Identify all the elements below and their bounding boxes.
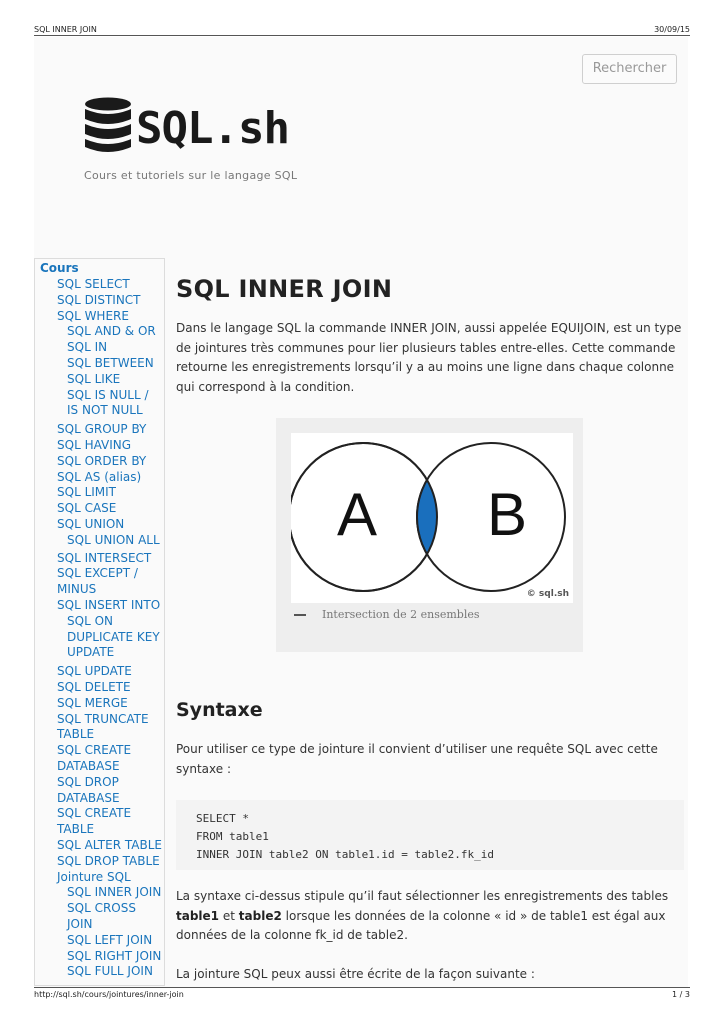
sidebar-item[interactable]	[67, 964, 153, 980]
sidebar-item[interactable]	[57, 775, 120, 807]
venn-diagram	[291, 433, 573, 603]
sidebar-item-label: SQL DELETE	[57, 680, 131, 694]
keyword-table1: table1	[176, 908, 220, 923]
sidebar-item-label: SQL GROUP BY	[57, 422, 147, 437]
sidebar-item[interactable]	[67, 340, 107, 356]
sidebar-item[interactable]	[67, 356, 154, 372]
sidebar-item[interactable]	[67, 949, 161, 965]
sidebar-nav	[34, 258, 165, 986]
sidebar-item[interactable]	[57, 598, 160, 614]
print-header	[34, 24, 690, 36]
sidebar-item[interactable]	[57, 696, 128, 712]
sidebar-item-label: SQL ON	[67, 613, 113, 628]
sidebar-item[interactable]	[57, 454, 146, 470]
sidebar-item-label: SQL AND & OR	[67, 324, 156, 339]
keyword-table2: table2	[238, 908, 282, 923]
sidebar-item[interactable]	[57, 870, 131, 886]
sidebar-item-label: SQL TRUNCATE	[57, 711, 149, 726]
sidebar-item-label: SQL BETWEEN	[67, 356, 154, 370]
sidebar-item-label: SQL HAVING	[57, 438, 132, 452]
sidebar-item[interactable]	[57, 422, 146, 438]
sidebar-item[interactable]	[57, 470, 141, 486]
sidebar-item[interactable]	[57, 566, 138, 598]
sidebar-item[interactable]	[67, 372, 120, 388]
sidebar-item[interactable]	[57, 712, 149, 744]
intro-line: retourne les enregistrements lorsqu’il y a au moins une ligne dans chaque colonne	[176, 360, 675, 374]
sidebar-item[interactable]	[67, 533, 160, 549]
sidebar-title[interactable]: Cours	[40, 261, 79, 275]
explain-word: et	[222, 908, 235, 923]
explanation-paragraph	[176, 887, 684, 946]
sidebar-item-label: SQL MERGE	[57, 695, 128, 710]
sidebar-item-label: DATABASE	[57, 790, 120, 805]
sidebar-item-label: SQL RIGHT JOIN	[67, 948, 162, 963]
database-icon	[84, 97, 132, 155]
sidebar-item-label: TABLE	[57, 822, 95, 837]
sidebar-item-label: SQL ORDER BY	[57, 453, 147, 468]
sidebar-item[interactable]	[67, 933, 152, 949]
set-b-label: B	[486, 481, 528, 548]
explain-line	[176, 907, 684, 927]
sidebar-item[interactable]	[57, 743, 131, 775]
sidebar-item-label: SQL IN	[67, 340, 108, 355]
sidebar-item[interactable]	[57, 517, 124, 533]
intro-line: de jointures très communes pour lier plusieurs tables entre-elles. Cette commande	[176, 340, 676, 355]
sidebar-item-label: SQL CREATE	[57, 743, 132, 758]
syntax-intro	[176, 740, 684, 779]
explain-text: lorsque les données de la colonne « id » de table1 est égal aux	[285, 908, 666, 923]
code-line: FROM table1	[196, 830, 269, 843]
sidebar-item-label: SQL WHERE	[57, 308, 129, 323]
sidebar-item-label: SQL SELECT	[57, 277, 130, 291]
sidebar-item-label: JOIN	[67, 916, 93, 931]
intro-line: qui correspond à la condition.	[176, 379, 355, 394]
search-button[interactable]: Rechercher	[582, 54, 677, 84]
sidebar-item-label: UPDATE	[67, 645, 115, 660]
sidebar-item-label: SQL CREATE	[57, 806, 132, 821]
sidebar-item-label: SQL FULL JOIN	[67, 964, 153, 979]
sidebar-item-label: IS NOT NULL	[67, 403, 143, 418]
sidebar-item[interactable]	[67, 901, 136, 933]
site-tagline: Cours et tutoriels sur le langage SQL	[84, 169, 298, 182]
print-url: http://sql.sh/cours/jointures/inner-join	[34, 990, 184, 999]
sidebar-item-label: SQL DROP TABLE	[57, 853, 160, 868]
print-page-number: 1 / 3	[672, 990, 690, 999]
sidebar-item[interactable]	[67, 885, 161, 901]
sidebar-item[interactable]	[57, 838, 162, 854]
sidebar-item[interactable]	[57, 680, 131, 696]
code-line: SELECT *	[196, 812, 249, 825]
code-block	[176, 800, 684, 870]
figure-caption: Intersection de 2 ensembles	[322, 608, 480, 621]
explain-line: La syntaxe ci-dessus stipule qu’il faut sélectionner les enregistrements des tables	[176, 889, 669, 903]
venn-figure	[276, 418, 583, 652]
sidebar-item-label: SQL UPDATE	[57, 664, 132, 679]
article-title: SQL INNER JOIN	[176, 275, 393, 303]
print-date: 30/09/15	[654, 25, 690, 34]
sidebar-item[interactable]	[57, 293, 141, 309]
sidebar-item-label: MINUS	[57, 582, 97, 597]
image-watermark: © sql.sh	[526, 589, 569, 599]
sidebar-item[interactable]	[57, 277, 130, 293]
sidebar-item-label: SQL LIKE	[67, 371, 121, 386]
sidebar-item-label: SQL ALTER TABLE	[57, 838, 162, 852]
sidebar-item-label: SQL AS (alias)	[57, 469, 142, 484]
sidebar-item[interactable]	[57, 806, 131, 838]
print-footer	[34, 987, 690, 1001]
caption-dash	[294, 614, 306, 616]
print-page-title: SQL INNER JOIN	[34, 25, 97, 34]
sidebar-item[interactable]	[57, 485, 116, 501]
sidebar-item[interactable]	[57, 501, 116, 517]
syntax-intro-line: syntaxe :	[176, 761, 231, 776]
sidebar-item-label: TABLE	[57, 727, 95, 742]
intro-paragraph	[176, 319, 684, 397]
alt-syntax-paragraph: La jointure SQL peux aussi être écrite de la façon suivante :	[176, 967, 535, 981]
syntax-intro-line: Pour utiliser ce type de jointure il convient d’utiliser une requête SQL avec cette	[176, 742, 658, 756]
sidebar-item[interactable]	[57, 438, 131, 454]
sidebar-item-label: SQL UNION	[57, 517, 125, 531]
section-heading-syntax: Syntaxe	[176, 699, 263, 721]
sidebar-item-label: SQL INNER JOIN	[67, 885, 162, 900]
sidebar-item-label: SQL DROP	[57, 774, 119, 789]
sidebar-item-label: SQL INSERT INTO	[57, 598, 161, 612]
code-line: INNER JOIN table2 ON table1.id = table2.fk_id	[196, 848, 495, 861]
sidebar-item[interactable]	[57, 854, 160, 870]
venn-svg	[291, 433, 573, 603]
sidebar-item[interactable]	[67, 388, 149, 420]
sidebar-item-label: DATABASE	[57, 758, 120, 773]
sidebar-item-label: SQL LIMIT	[57, 485, 117, 500]
sidebar-item[interactable]	[57, 309, 129, 325]
sidebar-item-label: SQL INTERSECT	[57, 550, 152, 565]
sidebar-item-label: SQL IS NULL /	[67, 387, 149, 402]
intro-line: Dans le langage SQL la commande INNER JOIN, aussi appelée EQUIJOIN, est un type	[176, 321, 682, 335]
sidebar-item-label: DUPLICATE KEY	[67, 629, 160, 644]
sidebar-item-label: SQL UNION ALL	[67, 532, 160, 547]
sidebar-item-label: Jointure SQL	[57, 869, 131, 884]
sidebar-item-label: SQL DISTINCT	[57, 292, 141, 307]
sidebar-item-label: SQL CASE	[57, 501, 117, 516]
sidebar-item-label: SQL CROSS	[67, 901, 136, 916]
set-a-label: A	[336, 481, 378, 548]
sidebar-item[interactable]	[67, 614, 160, 661]
page	[34, 37, 688, 987]
site-logo[interactable]	[84, 97, 314, 157]
sidebar-item[interactable]	[57, 551, 151, 567]
explain-line: données de la colonne fk_id de table2.	[176, 928, 408, 942]
sidebar-item-label: SQL EXCEPT /	[57, 566, 138, 581]
sidebar-item[interactable]	[57, 664, 132, 680]
sidebar-item-label: SQL LEFT JOIN	[67, 932, 153, 947]
logo-wordmark: SQL.sh	[136, 103, 289, 154]
sidebar-item[interactable]	[67, 324, 156, 340]
